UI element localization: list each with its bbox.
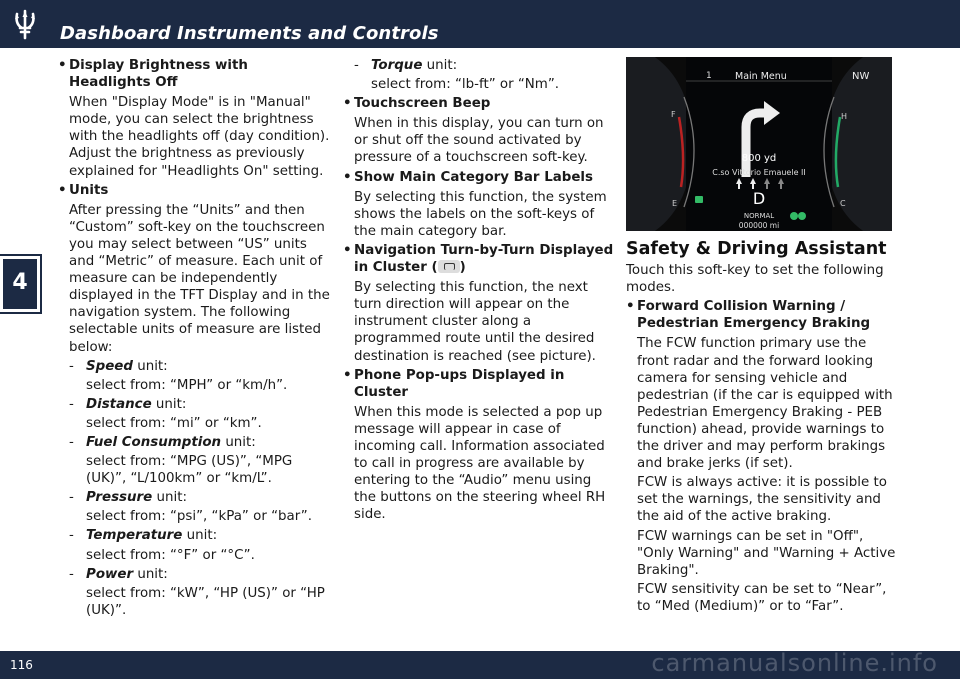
trident-logo-icon <box>8 8 42 42</box>
bullet: • <box>58 182 67 198</box>
unit-options: select from: “°F” or “°C”. <box>86 547 255 563</box>
list-item <box>343 95 615 166</box>
bullet: • <box>343 96 352 112</box>
gauge-left-top-label: F <box>671 110 676 119</box>
bullet: • <box>343 169 352 185</box>
item-heading: Phone Pop-ups Displayed in Cluster <box>354 367 565 400</box>
list-item <box>343 367 615 524</box>
unit-suffix: unit: <box>221 434 256 450</box>
unit-suffix: unit: <box>132 358 168 374</box>
unit-options: select from: “kW”, “HP (US)” or “HP (UK)”. <box>86 585 325 618</box>
list-item <box>343 242 615 365</box>
chapter-number: 4 <box>12 270 28 295</box>
item-heading-end: ) <box>459 260 466 276</box>
unit-entry: - Power unit: select from: “kW”, “HP (US)” or “HP (UK)”. <box>69 566 330 619</box>
unit-options: select from: “psi”, “kPa” or “bar”. <box>86 509 312 525</box>
cluster-menu-title: Main Menu <box>735 71 787 82</box>
unit-name: Distance <box>86 396 152 412</box>
gauge-right-top-label: H <box>841 112 848 121</box>
bullet: • <box>626 299 635 315</box>
navigation-cluster-icon <box>438 260 460 273</box>
item-body: After pressing the “Units” and then “Custom” soft-key on the touchscreen you may select between “US” units and “Metric” of measure. Each unit of measure can be independently displayed in the TFT Display and in the navigation system. The following selectable units of measure are listed below: <box>69 202 330 355</box>
unit-suffix: unit: <box>182 528 218 544</box>
column-3 <box>626 57 896 617</box>
item-heading: Display Brightness with Headlights Off <box>69 58 248 91</box>
unit-continued <box>343 57 615 93</box>
unit-options: select from: “lb-ft” or “Nm”. <box>371 77 560 93</box>
item-body: By selecting this function, the system shows the labels on the soft-keys of the main category bar. <box>354 189 607 239</box>
gear-indicator: D <box>752 189 766 208</box>
item-body: FCW is always active: it is possible to set the warnings, the sensitivity and the aid of the active braking. <box>637 475 887 525</box>
watermark: carmanualsonline.info <box>651 649 938 677</box>
odometer: 000000 mi <box>738 221 780 230</box>
item-heading: Forward Collision Warning / Pedestrian Emergency Braking <box>637 299 871 332</box>
list-item <box>626 298 896 615</box>
unit-options: select from: “MPG (US)”, “MPG (UK)”, “L/100km” or “km/L”. <box>86 454 293 487</box>
unit-suffix: unit: <box>152 490 187 506</box>
unit-entry: - Pressure unit: select from: “psi”, “kPa” or “bar”. <box>69 489 330 525</box>
item-heading <box>354 242 615 276</box>
bullet: • <box>343 242 352 258</box>
list-item <box>58 57 330 180</box>
item-body: By selecting this function, the next turn direction will appear on the instrument cluster along a programmed route until the desired destination is reached (see picture). <box>354 280 596 364</box>
drive-mode: NORMAL <box>743 212 775 220</box>
unit-suffix: unit: <box>422 58 458 73</box>
unit-name: Fuel Consumption <box>86 434 222 450</box>
unit-entry: - Speed unit: select from: “MPH” or “km/h”. <box>69 358 330 394</box>
unit-entry: - Fuel Consumption unit: select from: “MPG (US)”, “MPG (UK)”, “L/100km” or “km/L”. <box>69 434 330 487</box>
unit-name: Temperature <box>86 528 183 544</box>
unit-name: Power <box>86 566 134 582</box>
column-2 <box>343 57 615 525</box>
chapter-tab <box>0 256 40 312</box>
unit-suffix: unit: <box>151 396 187 412</box>
item-body: When in this display, you can turn on or shut off the sound activated by pressure of a touchscreen soft-key. <box>354 116 604 166</box>
bullet: • <box>343 367 352 383</box>
unit-options: select from: “mi” or “km”. <box>86 415 262 431</box>
gauge-right-bottom-label: C <box>840 199 846 208</box>
unit-name: Pressure <box>86 490 153 506</box>
item-heading-text: Navigation Turn-by-Turn Displayed in Cluster ( <box>354 242 614 276</box>
item-heading: Touchscreen Beep <box>354 96 491 112</box>
page-header <box>0 0 960 48</box>
gauge-left-bottom-label: E <box>672 199 678 208</box>
list-item <box>58 182 330 619</box>
column-1 <box>58 57 330 621</box>
item-body: FCW warnings can be set in "Off", "Only Warning" and "Warning + Active Braking". <box>637 528 896 578</box>
unit-suffix: unit: <box>133 566 168 582</box>
street-name: C.so Vittorio Emauele II <box>712 168 806 177</box>
unit-entry: - Temperature unit: select from: “°F” or “°C”. <box>69 527 330 563</box>
item-body: The FCW function primary use the front radar and the forward looking camera for sensing vehicle and pedestrian (if the car is equipped with Pedestrian Emergency Braking - PEB function) ahead, provide warnings to the driver and may perform brakings and brake jerks (if set). <box>637 336 893 472</box>
section-title: Safety & Driving Assistant <box>626 239 887 259</box>
item-body: When "Display Mode" is in "Manual" mode, you can select the brightness with the headlights off (day condition). Adjust the brightness as previously explained for "Headlights On" setting. <box>69 95 330 179</box>
instrument-cluster-photo <box>626 57 892 231</box>
unit-options: select from: “MPH” or “km/h”. <box>86 377 288 393</box>
item-heading: Units <box>69 182 109 198</box>
unit-name: Torque <box>371 58 423 73</box>
cluster-page-indicator: 1 <box>706 71 712 81</box>
item-body: FCW sensitivity can be set to “Near”, to “Med (Medium)” or to “Far”. <box>637 581 887 614</box>
turn-distance: 800 yd <box>741 153 777 164</box>
page-number: 116 <box>10 658 33 672</box>
unit-entry: - Torque unit: select from: “lb-ft” or “Nm”. <box>354 57 615 93</box>
section-intro: Touch this soft-key to set the following modes. <box>626 263 884 296</box>
page-footer <box>0 651 960 679</box>
cluster-heading: NW <box>852 71 870 82</box>
bullet: • <box>58 58 67 73</box>
page-title: Dashboard Instruments and Controls <box>60 23 439 44</box>
unit-entry: - Distance unit: select from: “mi” or “km”. <box>69 396 330 432</box>
unit-name: Speed <box>86 358 133 374</box>
item-body: When this mode is selected a pop up message will appear in case of incoming call. Information associated to call in progress are available by entering to the “Audio” menu using the buttons on the steering wheel RH side. <box>354 404 606 523</box>
item-heading: Show Main Category Bar Labels <box>354 169 593 185</box>
list-item <box>343 169 615 240</box>
